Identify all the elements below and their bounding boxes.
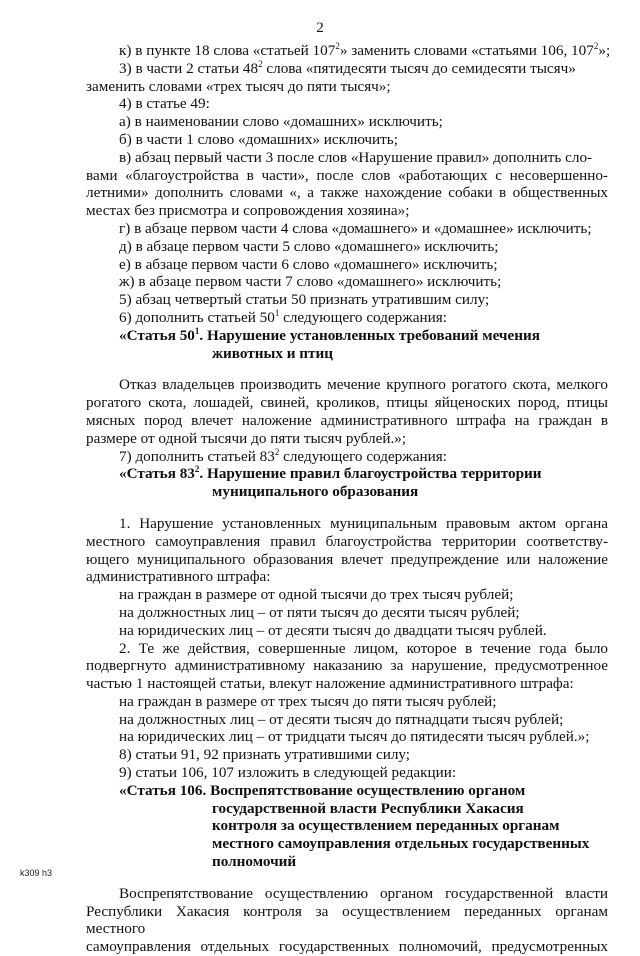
article-heading-line xyxy=(86,835,608,853)
article-heading-line xyxy=(86,782,608,800)
text-line xyxy=(86,551,608,569)
article-heading-line xyxy=(86,853,608,871)
text-segment: животных и птиц xyxy=(212,344,333,362)
text-line xyxy=(86,746,608,764)
text-line xyxy=(86,41,611,60)
text-segment: государственной власти Республики Хакасия xyxy=(212,799,524,817)
text-segment: 4) в статье 49: xyxy=(119,95,210,113)
text-segment: слова «пятидесяти тысяч до семидесяти тысяч» xyxy=(262,59,576,77)
text-line xyxy=(86,95,608,113)
superscript: 2 xyxy=(274,446,280,457)
text-line xyxy=(86,376,608,394)
text-line xyxy=(86,149,608,167)
text-line xyxy=(86,568,608,586)
text-segment: а) в наименовании слово «домашних» исключить; xyxy=(119,113,443,131)
article-heading-line xyxy=(86,465,608,483)
text-line xyxy=(86,291,608,309)
superscript: 2 xyxy=(258,58,263,69)
text-segment: «Статья 106. Воспрепятствование осуществлению органом xyxy=(119,781,526,799)
text-segment: 1. Нарушение установленных муниципальным правовым актом органа xyxy=(119,514,608,532)
text-segment: Отказ владельцев производить мечение крупного рогатого скота, мелкого xyxy=(119,376,608,394)
text-segment: размере от одной тысячи до пяти тысяч рублей.»; xyxy=(86,429,407,447)
text-segment: Воспрепятствование осуществлению органом государственной власти xyxy=(119,884,608,902)
text-segment: ж) в абзаце первом части 7 слово «домашнего» исключить; xyxy=(119,273,502,291)
text-segment: д) в абзаце первом части 5 слово «домашнего» исключить; xyxy=(119,237,499,255)
article-heading-line xyxy=(86,800,608,818)
text-line xyxy=(86,711,608,729)
text-segment: на юридических лиц – от тридцати тысяч до пятидесяти тысяч рублей.»; xyxy=(119,728,590,746)
text-segment: 5) абзац четвертый статьи 50 признать утратившим силу; xyxy=(119,291,490,309)
text-line xyxy=(86,167,608,185)
text-line xyxy=(86,394,608,412)
text-segment: контроля за осуществлением переданных органам xyxy=(212,817,560,835)
text-segment: местного самоуправления отдельных государственных xyxy=(212,835,590,853)
text-segment: местного самоуправления правил благоустройства территории соответству- xyxy=(86,532,608,550)
text-line xyxy=(86,238,608,256)
text-segment: »; xyxy=(598,42,611,59)
text-line xyxy=(86,604,608,622)
article-heading-line xyxy=(86,817,608,835)
text-segment: 9) статьи 106, 107 изложить в следующей редакции: xyxy=(119,764,457,782)
text-segment: 3) в части 2 статьи 48 xyxy=(119,59,259,77)
text-segment: . Нарушение правил благоустройства территории xyxy=(199,465,542,483)
text-line xyxy=(86,78,608,96)
text-segment: муниципального образования xyxy=(212,483,419,501)
text-line xyxy=(86,448,608,466)
text-segment: 6) дополнить статьей 50 xyxy=(119,308,275,326)
text-segment: Республики Хакасия контроля за осуществлением переданных органам местного xyxy=(86,902,608,938)
text-line xyxy=(86,256,608,274)
text-segment: следующего содержания: xyxy=(279,447,447,465)
superscript: 1 xyxy=(194,325,200,336)
text-segment: вами «благоустройства в части», после слов «работающих с несовершенно- xyxy=(86,166,608,184)
text-segment: заменить словами «трех тысяч до пяти тысяч»; xyxy=(86,77,391,95)
text-line xyxy=(86,273,608,291)
text-segment: на граждан в размере от одной тысячи до трех тысяч рублей; xyxy=(119,586,514,604)
paragraph-gap xyxy=(86,871,608,885)
text-segment: рогатого скота, лошадей, свиней, кроликов, птицы яйценоских пород, птицы xyxy=(86,394,608,412)
text-segment: летними» дополнить словами «, а также нахождение собаки в общественных xyxy=(86,184,608,202)
text-line xyxy=(86,586,608,604)
text-segment: к) в пункте 18 слова «статьей 107 xyxy=(119,42,336,59)
text-line xyxy=(86,693,608,711)
text-segment: » заменить словами «статьями 106, 107 xyxy=(339,42,594,59)
text-segment: на должностных лиц – от десяти тысяч до пятнадцати тысяч рублей; xyxy=(119,710,564,728)
text-line xyxy=(86,640,608,658)
text-line xyxy=(86,412,608,430)
document-body xyxy=(86,41,611,956)
superscript: 1 xyxy=(274,307,280,318)
text-segment: 7) дополнить статьей 83 xyxy=(119,447,275,465)
text-segment: ющего муниципального образования влечет предупреждение или наложение xyxy=(86,550,608,568)
footer-code: k309 h3 xyxy=(20,868,53,878)
paragraph-gap xyxy=(86,501,608,515)
text-line xyxy=(86,533,608,551)
text-line xyxy=(86,728,608,746)
text-segment: следующего содержания: xyxy=(279,308,447,326)
text-line xyxy=(86,430,608,448)
text-line xyxy=(86,60,608,78)
text-segment: административного штрафа: xyxy=(86,568,271,586)
text-line xyxy=(86,903,608,939)
superscript: 2 xyxy=(593,41,599,51)
text-line xyxy=(86,622,608,640)
text-segment: подвергнуто административному наказанию за нарушение, предусмотренное xyxy=(86,657,608,675)
text-line xyxy=(86,202,608,220)
text-segment: «Статья 83 xyxy=(119,465,195,483)
text-line xyxy=(86,764,608,782)
text-line xyxy=(86,220,608,238)
superscript: 2 xyxy=(335,41,340,51)
text-segment: на граждан в размере от трех тысяч до пяти тысяч рублей; xyxy=(119,692,497,710)
text-line xyxy=(86,938,608,956)
text-segment: «Статья 50 xyxy=(119,326,195,344)
article-heading-line xyxy=(86,483,608,501)
text-segment: частью 1 настоящей статьи, влекут наложение административного штрафа: xyxy=(86,675,574,693)
text-line xyxy=(86,675,608,693)
text-line xyxy=(86,113,608,131)
page-number: 2 xyxy=(316,20,324,36)
text-segment: г) в абзаце первом части 4 слова «домашнего» и «домашнее» исключить; xyxy=(119,219,592,237)
text-line xyxy=(86,309,608,327)
text-line xyxy=(86,885,608,903)
text-line xyxy=(86,515,608,533)
text-line xyxy=(86,657,608,675)
article-heading-line xyxy=(86,327,608,345)
text-line xyxy=(86,131,608,149)
text-segment: мясных пород влечет наложение административного штрафа на граждан в xyxy=(86,411,608,429)
text-segment: в) абзац первый части 3 после слов «Нарушение правил» дополнить сло- xyxy=(119,148,593,166)
article-heading-line xyxy=(86,345,608,363)
text-segment: полномочий xyxy=(212,853,297,871)
text-segment: на юридических лиц – от десяти тысяч до двадцати тысяч рублей. xyxy=(119,621,547,639)
paragraph-gap xyxy=(86,362,608,376)
superscript: 2 xyxy=(194,464,200,475)
text-segment: 2. Те же действия, совершенные лицом, которое в течение года было xyxy=(119,639,608,657)
text-segment: местах без присмотра и сопровождения хозяина»; xyxy=(86,202,410,220)
text-segment: е) в абзаце первом части 6 слово «домашнего» исключить; xyxy=(119,255,498,273)
text-segment: на должностных лиц – от пяти тысяч до десяти тысяч рублей; xyxy=(119,603,520,621)
text-segment: б) в части 1 слово «домашних» исключить; xyxy=(119,130,398,148)
text-segment: . Нарушение установленных требований мечения xyxy=(199,326,540,344)
text-segment: самоуправления отдельных государственных полномочий, предусмотренных xyxy=(86,938,608,956)
text-line xyxy=(86,184,608,202)
text-segment: 8) статьи 91, 92 признать утратившими силу; xyxy=(119,746,411,764)
